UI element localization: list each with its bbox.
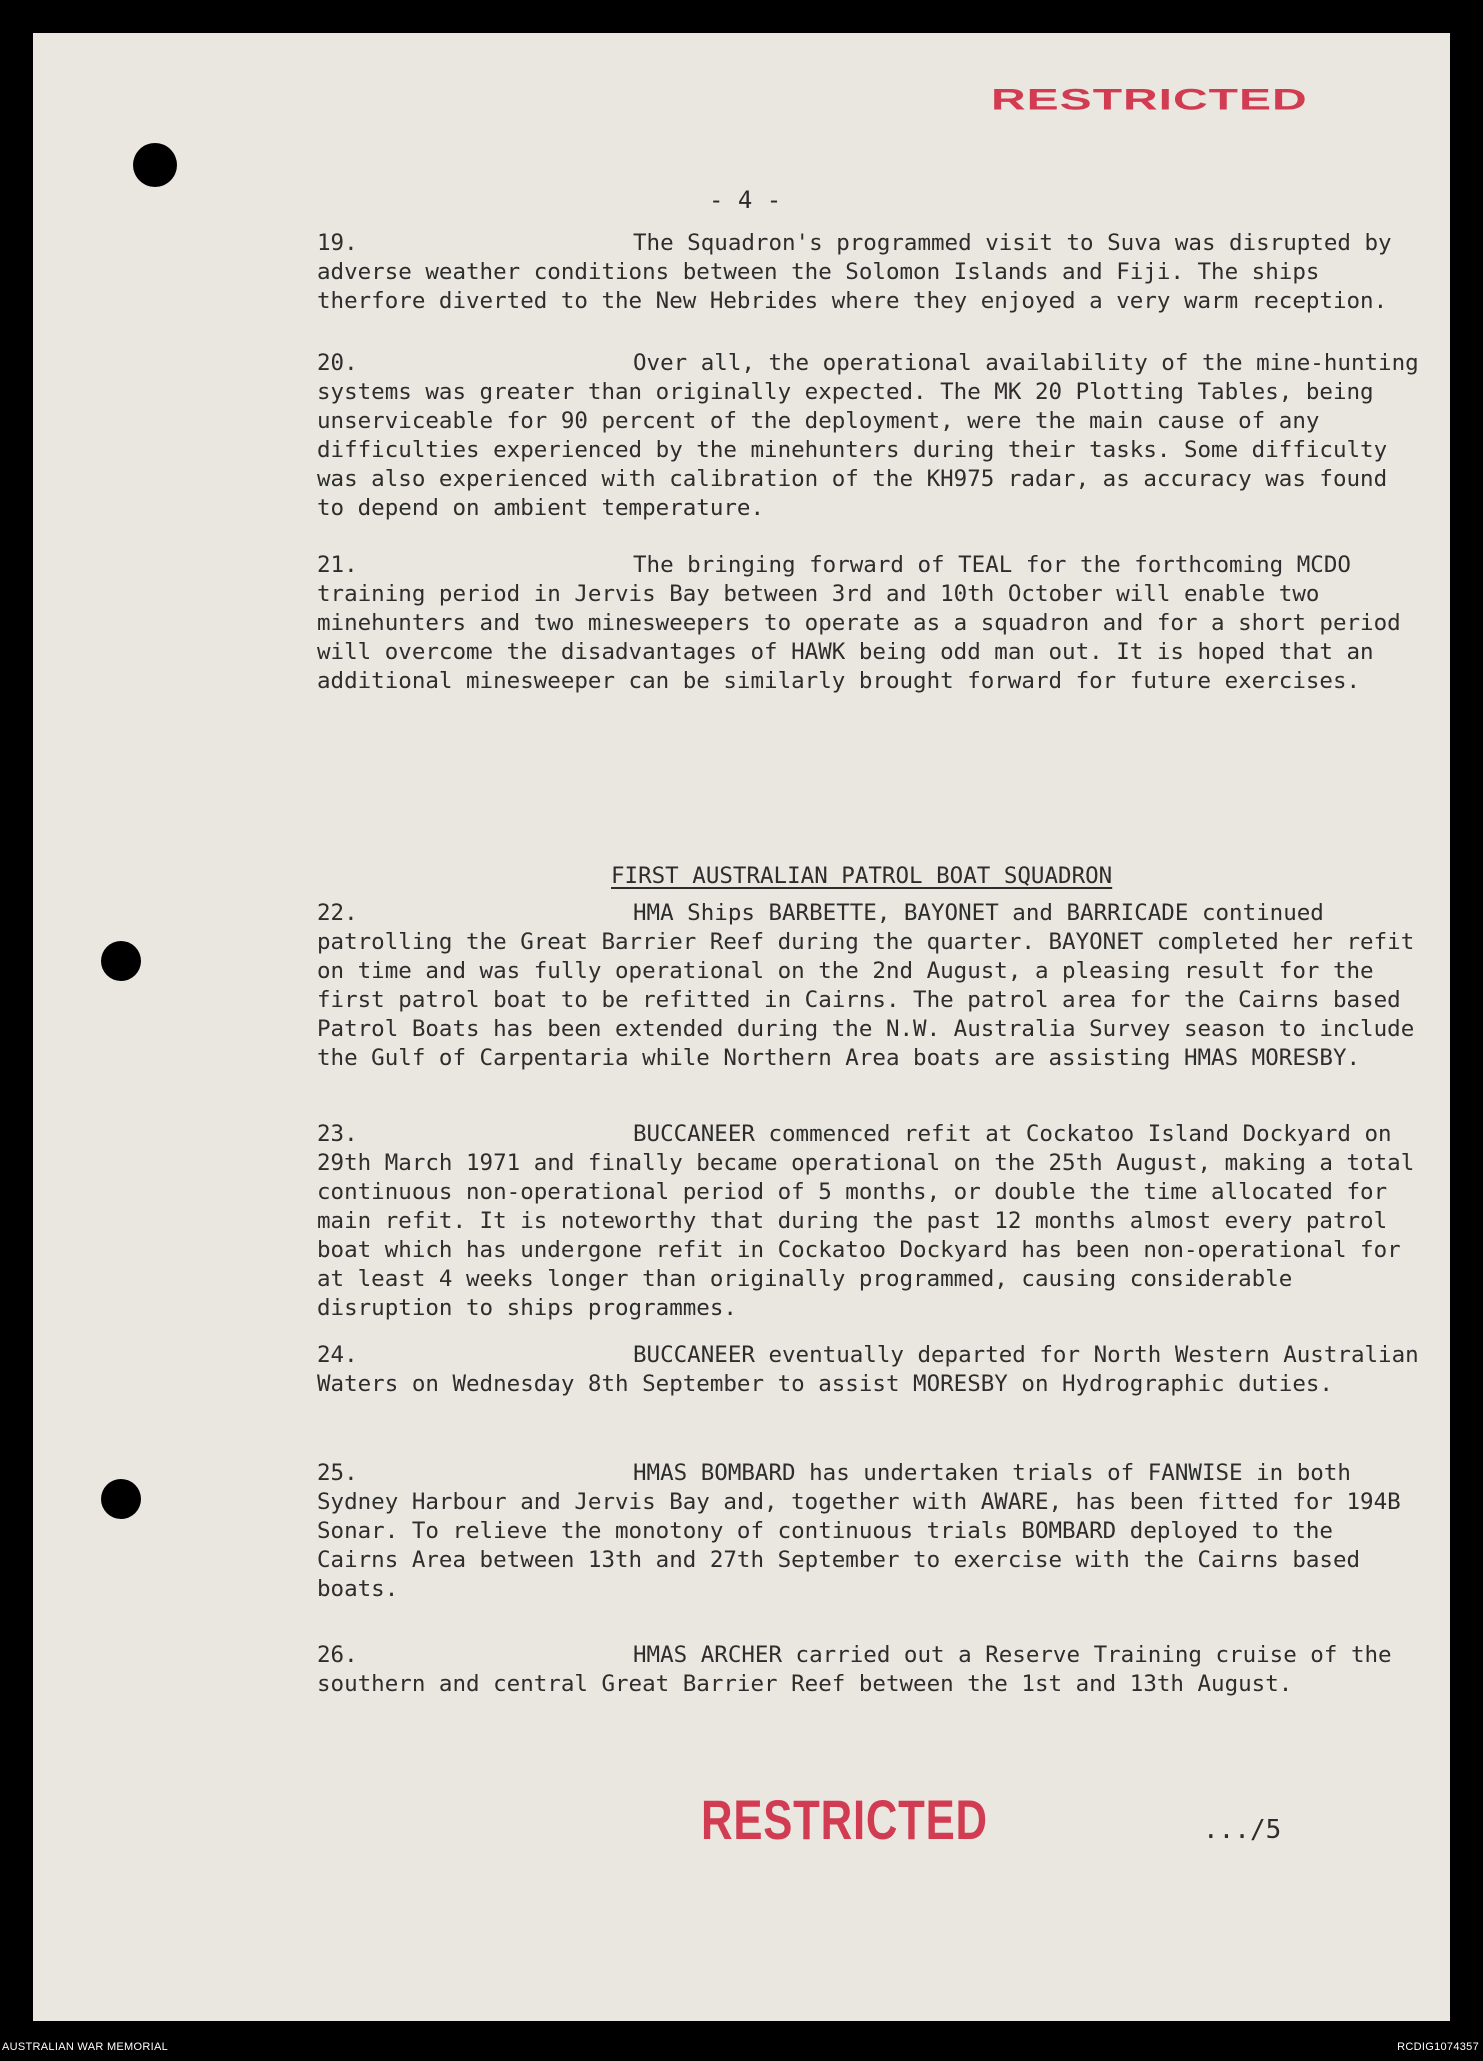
paragraph-text: HMAS BOMBARD has undertaken trials of FANWISE in both Sydney Harbour and Jervis Bay and, together with AWARE, has been fitted for 194B Sonar. To relieve the monotony of continuous trials BOMBARD deployed to the Cairns Area between 13th and 27th September to exercise with the Cairns based boats. (317, 1460, 1401, 1602)
paragraph-text: BUCCANEER eventually departed for North Western Australian Waters on Wednesday 8th September to assist MORESBY on Hydrographic duties. (317, 1342, 1419, 1397)
paragraph-text: The bringing forward of TEAL for the forthcoming MCDO training period in Jervis Bay between 3rd and 10th October will enable two minehunters and two minesweepers to operate as a squadron and for a short period will overcome the disadvantages of HAWK being odd man out. It is hoped that an additional minesweeper can be similarly brought forward for future exercises. (317, 552, 1401, 694)
archive-reference: RCDIG1074357 (1397, 2041, 1479, 2053)
paragraph-number: 26. (317, 1642, 358, 1668)
paragraph-text: Over all, the operational availability of the mine-hunting systems was greater than originally expected. The MK 20 Plotting Tables, being unserviceable for 90 percent of the deployment, were the main cause of any difficulties experienced by the minehunters during their tasks. Some difficulty was also experienced with calibration of the KH975 radar, as accuracy was found to depend on ambient temperature. (317, 350, 1419, 521)
restricted-stamp-top: RESTRICTED (991, 83, 1308, 117)
paragraph-25 (317, 1459, 1427, 1604)
punch-hole-top (133, 143, 177, 187)
punch-hole-bottom (101, 1479, 141, 1519)
paragraph-20 (317, 349, 1427, 523)
page-number: - 4 - (709, 186, 782, 214)
paragraph-24 (317, 1341, 1427, 1399)
paragraph-number: 23. (317, 1121, 358, 1147)
archive-credit: AUSTRALIAN WAR MEMORIAL (2, 2041, 169, 2053)
paragraph-text: HMAS ARCHER carried out a Reserve Training cruise of the southern and central Great Barrier Reef between the 1st and 13th August. (317, 1642, 1392, 1697)
paragraph-number: 20. (317, 350, 358, 376)
section-heading: FIRST AUSTRALIAN PATROL BOAT SQUADRON (611, 863, 1113, 889)
document-page (33, 33, 1450, 2021)
paragraph-number: 21. (317, 552, 358, 578)
paragraph-text: HMA Ships BARBETTE, BAYONET and BARRICADE continued patrolling the Great Barrier Reef during the quarter. BAYONET completed her refit on time and was fully operational on the 2nd August, a pleasing result for the first patrol boat to be refitted in Cairns. The patrol area for the Cairns based Patrol Boats has been extended during the N.W. Australia Survey season to include the Gulf of Carpentaria while Northern Area boats are assisting HMAS MORESBY. (317, 900, 1415, 1071)
paragraph-number: 24. (317, 1342, 358, 1368)
paragraph-text: The Squadron's programmed visit to Suva was disrupted by adverse weather conditions between the Solomon Islands and Fiji. The ships therfore diverted to the New Hebrides where they enjoyed a very warm reception. (317, 230, 1392, 314)
punch-hole-middle (101, 941, 141, 981)
paragraph-19 (317, 229, 1427, 316)
paragraph-number: 22. (317, 900, 358, 926)
paragraph-number: 19. (317, 230, 358, 256)
paragraph-21 (317, 551, 1427, 696)
paragraph-23 (317, 1120, 1427, 1323)
restricted-stamp-bottom: RESTRICTED (701, 1788, 988, 1851)
paragraph-22 (317, 899, 1427, 1073)
paragraph-text: BUCCANEER commenced refit at Cockatoo Island Dockyard on 29th March 1971 and finally became operational on the 25th August, making a total continuous non-operational period of 5 months, or double the time allocated for main refit. It is noteworthy that during the past 12 months almost every patrol boat which has undergone refit in Cockatoo Dockyard has been non-operational for at least 4 weeks longer than originally programmed, causing considerable disruption to ships programmes. (317, 1121, 1415, 1321)
paragraph-number: 25. (317, 1460, 358, 1486)
continuation-marker: .../5 (1203, 1815, 1282, 1845)
paragraph-26 (317, 1641, 1427, 1699)
